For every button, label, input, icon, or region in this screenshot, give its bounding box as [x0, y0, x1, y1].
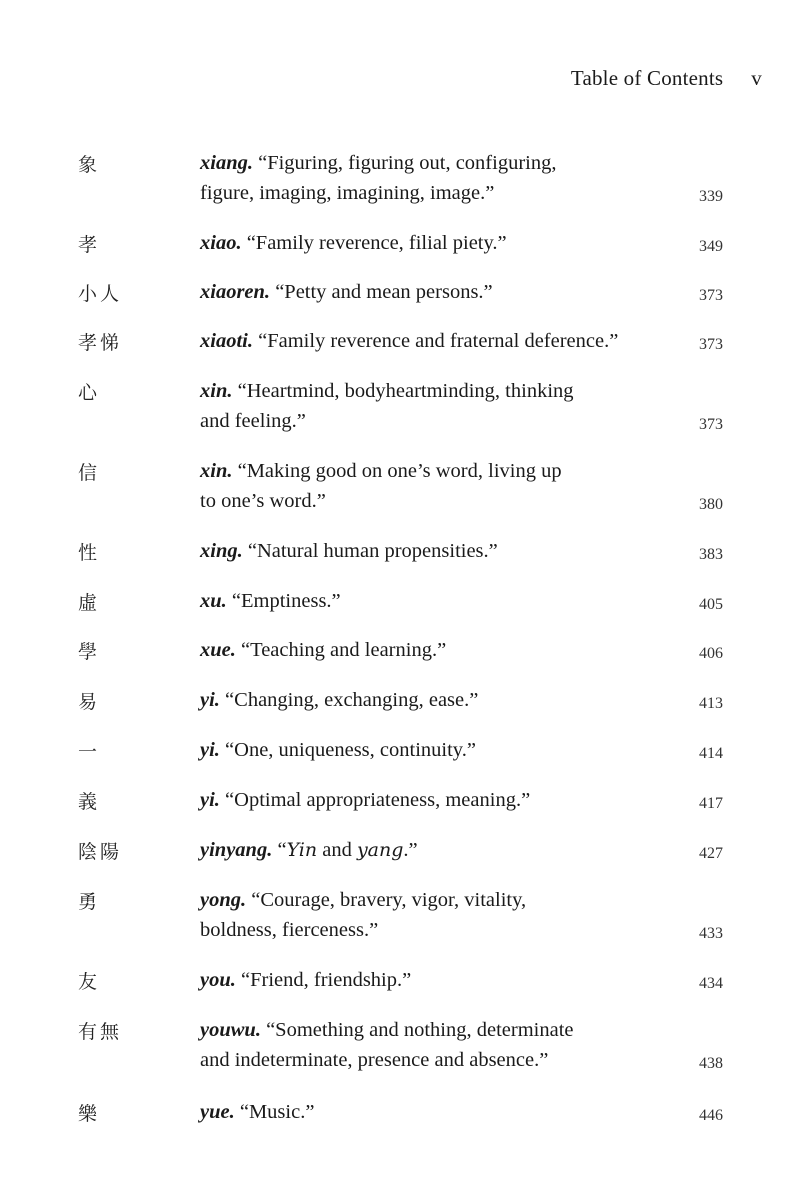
entry-chinese-characters: 小人	[78, 283, 123, 305]
entry-gloss-italic-yang: yang	[356, 839, 404, 861]
entry-chinese-characters: 學	[78, 641, 101, 663]
entry-gloss: “Emptiness.”	[226, 590, 341, 612]
entry-gloss: “Something and nothing, determinate	[260, 1019, 574, 1041]
entry-text	[200, 635, 650, 665]
entry-page-number: 373	[699, 416, 723, 433]
entry-gloss: “Making good on one’s word, living up	[232, 460, 562, 482]
entry-page-number: 339	[699, 188, 723, 205]
entry-text	[200, 735, 650, 765]
entry-term: yinyang.	[200, 839, 273, 861]
entry-text	[200, 1015, 650, 1075]
entry-gloss-continued: to one’s word.”	[200, 490, 326, 512]
entry-page-number: 405	[699, 596, 723, 613]
entry-page-number: 413	[699, 695, 723, 712]
entry-gloss: “Music.”	[234, 1101, 315, 1123]
entry-gloss-end: .”	[403, 839, 418, 861]
entry-chinese-characters: 性	[78, 542, 101, 564]
entry-term: xiao.	[200, 232, 242, 254]
entry-page-number: 406	[699, 645, 723, 662]
entry-text	[200, 326, 650, 356]
entry-page-number: 433	[699, 925, 723, 942]
entry-gloss: “Natural human propensities.”	[242, 540, 498, 562]
entry-gloss-and: and	[317, 839, 357, 861]
entry-gloss: “Petty and mean persons.”	[270, 281, 493, 303]
entry-gloss: “	[272, 839, 287, 861]
entry-term: yi.	[200, 689, 220, 711]
entry-term: xiang.	[200, 152, 253, 174]
entry-term: xiaoren.	[200, 281, 271, 303]
entry-page-number: 427	[699, 845, 723, 862]
entry-text	[200, 885, 650, 945]
entry-text	[200, 536, 650, 566]
entry-chinese-characters: 信	[78, 462, 101, 484]
entry-text	[200, 586, 650, 616]
entry-chinese-characters: 象	[78, 154, 101, 176]
entry-page-number: 438	[699, 1055, 723, 1072]
header-title: Table of Contents	[570, 66, 724, 90]
entry-gloss: “Family reverence and fraternal deference.”	[252, 330, 619, 352]
entry-gloss: “Family reverence, filial piety.”	[241, 232, 507, 254]
entry-page-number: 434	[699, 975, 723, 992]
entry-term: xin.	[200, 380, 233, 402]
entry-term: youwu.	[200, 1019, 261, 1041]
entry-text	[200, 228, 650, 258]
entry-term: xin.	[200, 460, 233, 482]
entry-chinese-characters: 心	[78, 382, 101, 404]
entry-page-number: 373	[699, 336, 723, 353]
entry-page-number: 414	[699, 745, 723, 762]
entry-term: xiaoti.	[200, 330, 253, 352]
header-page-number: v	[751, 66, 762, 90]
entry-page-number: 446	[699, 1107, 723, 1124]
entry-page-number: 417	[699, 795, 723, 812]
entry-page-number: 383	[699, 546, 723, 563]
entry-chinese-characters: 有無	[78, 1021, 123, 1043]
entry-page-number: 380	[699, 496, 723, 513]
entry-gloss-continued: and indeterminate, presence and absence.”	[200, 1049, 549, 1071]
entry-chinese-characters: 一	[78, 741, 101, 763]
entry-text	[200, 685, 650, 715]
entry-term: yong.	[200, 889, 247, 911]
entry-term: xing.	[200, 540, 243, 562]
entry-gloss: “Changing, exchanging, ease.”	[219, 689, 479, 711]
entry-text	[200, 456, 650, 516]
entry-chinese-characters: 孝	[78, 234, 101, 256]
entry-gloss-continued: boldness, fierceness.”	[200, 919, 379, 941]
entry-term: xue.	[200, 639, 236, 661]
entry-text	[200, 835, 650, 865]
entry-page-number: 373	[699, 287, 723, 304]
entry-text	[200, 277, 650, 307]
entry-text	[200, 1097, 650, 1127]
entry-gloss: “Friend, friendship.”	[235, 969, 412, 991]
entry-gloss: “One, uniqueness, continuity.”	[219, 739, 476, 761]
entry-text	[200, 785, 650, 815]
entry-term: yi.	[200, 739, 220, 761]
entry-gloss: “Courage, bravery, vigor, vitality,	[246, 889, 527, 911]
entry-gloss-continued: and feeling.”	[200, 410, 306, 432]
entry-term: yi.	[200, 789, 220, 811]
entry-gloss-continued: figure, imaging, imagining, image.”	[200, 182, 495, 204]
entry-chinese-characters: 樂	[78, 1103, 101, 1125]
entry-text	[200, 376, 650, 436]
entry-chinese-characters: 易	[78, 691, 101, 713]
entry-chinese-characters: 陰陽	[78, 841, 123, 863]
entry-term: yue.	[200, 1101, 235, 1123]
entry-term: xu.	[200, 590, 227, 612]
entry-gloss: “Heartmind, bodyheartminding, thinking	[232, 380, 574, 402]
entry-term: you.	[200, 969, 236, 991]
entry-gloss: “Figuring, figuring out, configuring,	[252, 152, 557, 174]
entry-chinese-characters: 勇	[78, 891, 101, 913]
entry-page-number: 349	[699, 238, 723, 255]
entry-chinese-characters: 義	[78, 791, 101, 813]
entry-chinese-characters: 孝悌	[78, 332, 123, 354]
entry-text	[200, 148, 650, 208]
entry-gloss: “Optimal appropriateness, meaning.”	[219, 789, 531, 811]
entry-gloss-italic-yin: Yin	[286, 839, 318, 861]
entry-gloss: “Teaching and learning.”	[235, 639, 447, 661]
entry-text	[200, 965, 650, 995]
entry-chinese-characters: 友	[78, 971, 101, 993]
entry-chinese-characters: 虛	[78, 592, 101, 614]
